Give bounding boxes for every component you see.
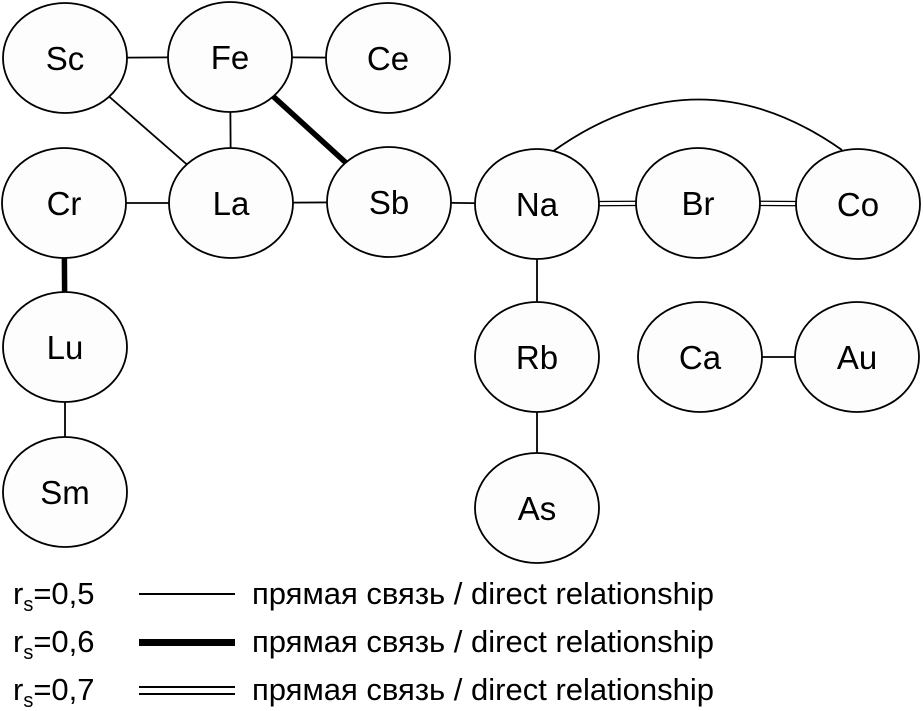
node-label-Sc: Sc [45,40,85,77]
node-label-La: La [212,185,250,222]
legend-coefficient-double: $r_s=0,7$ [13,672,95,711]
node-label-Ca: Ca [678,339,722,376]
node-La [169,148,293,258]
node-label-Rb: Rb [515,339,559,376]
node-As [475,453,599,563]
node-label-Au: Au [836,339,878,376]
node-label-Lu: Lu [46,329,84,366]
legend [13,570,924,711]
node-Lu [3,292,127,402]
edge-Na-Co-thin [552,99,842,152]
node-Rb [475,302,599,412]
legend-description-thick: прямая связь / direct relationship [252,624,714,659]
thick-line-icon [139,639,235,646]
node-label-Na: Na [515,186,559,223]
node-Au [795,302,919,412]
legend-row-double [13,666,924,711]
node-Fe [168,2,292,112]
legend-row-thick [13,618,924,666]
thin-line-icon [139,593,235,595]
node-Sc [3,3,127,113]
node-label-Sb: Sb [368,184,410,221]
node-label-Br: Br [681,185,715,222]
legend-description-double: прямая связь / direct relationship [252,672,714,707]
node-Sb [327,147,451,257]
node-label-Cr: Cr [46,185,82,222]
node-Na [475,149,599,259]
legend-row-thin [13,570,924,618]
node-Ce [326,3,450,113]
legend-coefficient-thin: $r_s=0,5$ [13,576,95,617]
node-Cr [2,148,126,258]
node-label-As: As [517,490,557,527]
node-label-Co: Co [836,186,880,223]
double-line-icon [139,686,235,695]
node-Br [636,148,760,258]
node-label-Sm: Sm [40,474,90,511]
node-Sm [3,437,127,547]
legend-coefficient-thick: $r_s=0,6$ [13,624,95,665]
node-Co [796,149,920,259]
legend-description-thin: прямая связь / direct relationship [252,576,714,611]
node-label-Ce: Ce [366,40,410,77]
node-Ca [638,302,762,412]
node-label-Fe: Fe [210,39,250,76]
